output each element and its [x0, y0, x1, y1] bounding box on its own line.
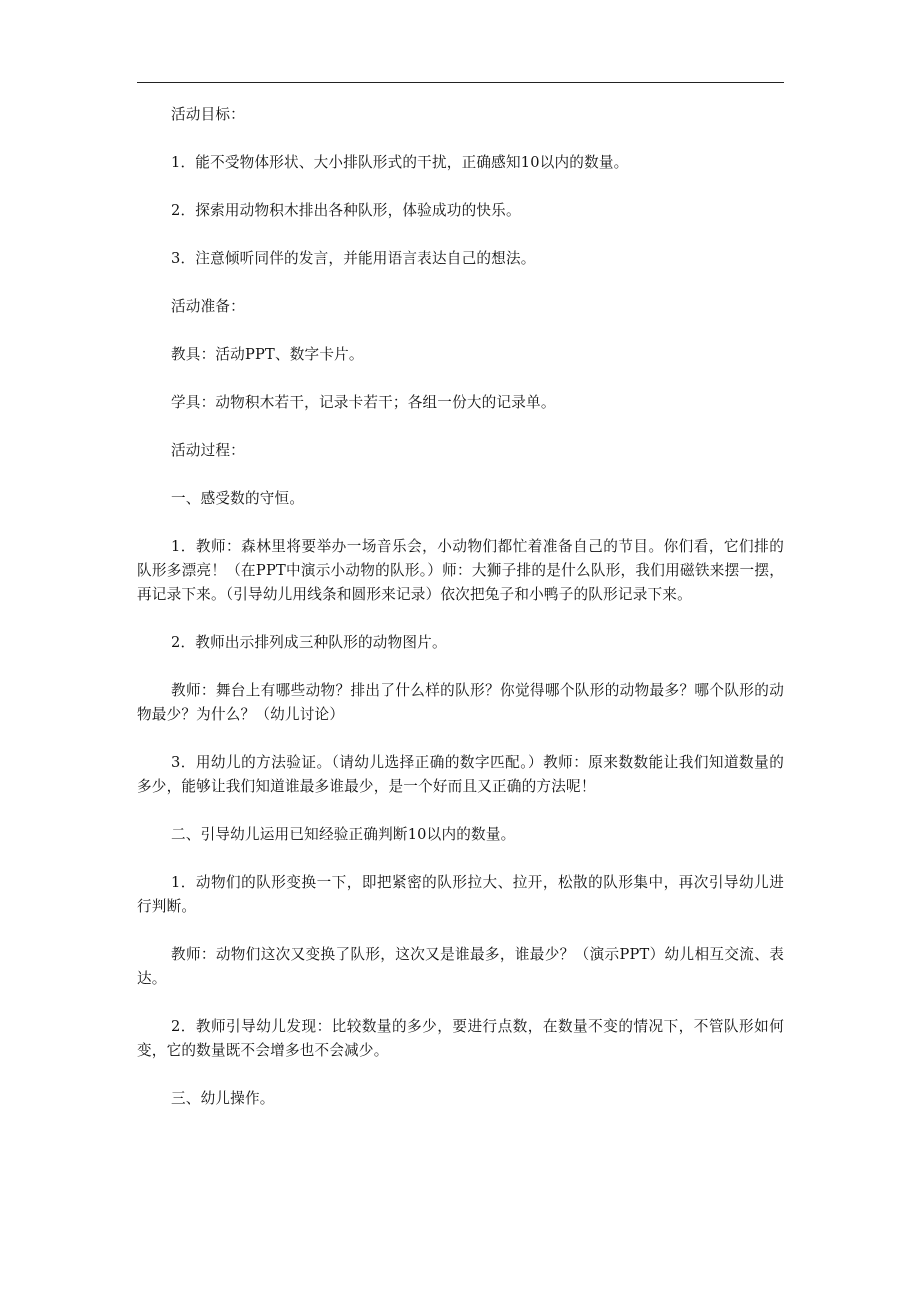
paragraph: 1．动物们的队形变换一下，即把紧密的队形拉大、拉开，松散的队形集中，再次引导幼儿进行判断。 [137, 874, 784, 915]
paragraph: 教具：活动PPT、数字卡片。 [171, 346, 364, 363]
paragraph: 2．探索用动物积木排出各种队形，体验成功的快乐。 [171, 202, 521, 219]
header-rule [137, 82, 784, 83]
paragraph: 学具：动物积木若干，记录卡若干；各组一份大的记录单。 [171, 394, 556, 411]
paragraph: 1．能不受物体形状、大小排队形式的干扰，正确感知10以内的数量。 [171, 154, 629, 171]
section-heading-goals: 活动目标： [171, 106, 245, 123]
section-heading-preparation: 活动准备： [171, 298, 245, 315]
subsection-heading: 二、引导幼儿运用已知经验正确判断10以内的数量。 [171, 826, 516, 843]
paragraph: 2．教师引导幼儿发现：比较数量的多少，要进行点数，在数量不变的情况下，不管队形如何变，它的数量既不会增多也不会减少。 [137, 1018, 784, 1059]
paragraph: 教师：动物们这次又变换了队形，这次又是谁最多，谁最少？（演示PPT）幼儿相互交流、表达。 [137, 946, 784, 987]
paragraph: 1．教师：森林里将要举办一场音乐会，小动物们都忙着准备自己的节目。你们看，它们排的队形多漂亮！（在PPT中演示小动物的队形。）师：大狮子排的是什么队形，我们用磁铁来摆一摆，再记录下来。（引导幼儿用线条和圆形来记录）依次把兔子和小鸭子的队形记录下来。 [137, 538, 784, 603]
paragraph: 教师：舞台上有哪些动物？排出了什么样的队形？你觉得哪个队形的动物最多？哪个队形的动物最少？为什么？（幼儿讨论） [137, 682, 784, 723]
paragraph: 3．注意倾听同伴的发言，并能用语言表达自己的想法。 [171, 250, 536, 267]
document-body [137, 103, 784, 1111]
section-heading-process: 活动过程： [171, 442, 245, 459]
subsection-heading: 一、感受数的守恒。 [171, 490, 305, 507]
paragraph: 3．用幼儿的方法验证。（请幼儿选择正确的数字匹配。）教师：原来数数能让我们知道数量的多少，能够让我们知道谁最多谁最少，是一个好而且又正确的方法呢！ [137, 754, 784, 795]
paragraph: 2．教师出示排列成三种队形的动物图片。 [171, 634, 447, 651]
subsection-heading: 三、幼儿操作。 [171, 1090, 275, 1107]
